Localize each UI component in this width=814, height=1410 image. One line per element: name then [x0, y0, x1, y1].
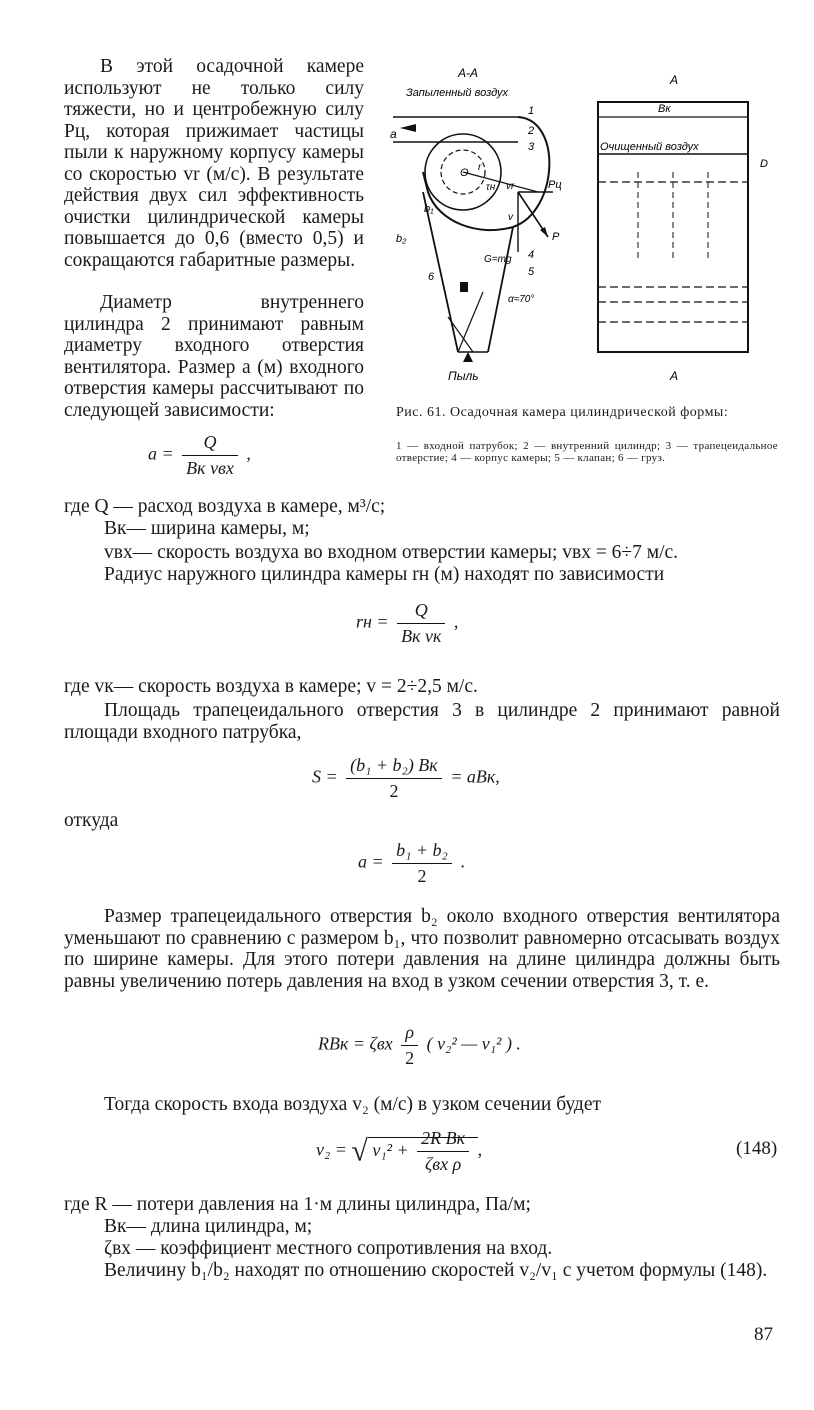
velocity-line: Тогда скорость входа воздуха v₂ (м/с) в узком сечении будет — [104, 1094, 602, 1115]
cleaned-air-label: Очищенный воздух — [600, 141, 699, 153]
svg-text:3: 3 — [528, 141, 535, 153]
where-vvx: vвх— скорость воздуха во входном отверстии камеры; vвх = 6÷7 м/с. — [104, 542, 679, 563]
where-vk: где vк— скорость воздуха в камере; v = 2÷2,5 м/с. — [64, 676, 478, 697]
whence-word: откуда — [64, 810, 119, 831]
svg-text:r: r — [478, 162, 482, 173]
final-paragraph: Величину b₁/b₂ находят по отношению скоростей v₂/v₁ с учетом формулы (148). — [104, 1260, 768, 1281]
svg-text:6: 6 — [428, 271, 435, 283]
radius-line: Радиус наружного цилиндра камеры rн (м) находят по зависимости — [104, 564, 665, 585]
svg-text:τн: τн — [486, 182, 496, 193]
formula-s: S = $\frac{\text{(b₁ + b₂) Bк}}{2}$ = aBк, — [312, 755, 500, 801]
where-r: где R — потери давления на 1·м длины цилиндра, Па/м; — [64, 1194, 531, 1215]
svg-text:α≈70°: α≈70° — [508, 294, 535, 305]
where-bk-length: Bк— длина цилиндра, м; — [104, 1216, 313, 1237]
svg-text:P: P — [552, 231, 560, 243]
svg-text:G=mg: G=mg — [484, 254, 512, 265]
area-paragraph: Площадь трапецеидального отверстия 3 в цилиндре 2 принимают равной площади входного патрубка, — [64, 700, 780, 743]
svg-text:1: 1 — [528, 105, 535, 117]
svg-text:a: a — [390, 127, 397, 141]
where-zeta: ζвх — коэффициент местного сопротивления на вход. — [104, 1238, 553, 1259]
page-number: 87 — [754, 1324, 773, 1345]
svg-text:b₁: b₁ — [424, 203, 434, 215]
figure-legend: 1 — входной патрубок; 2 — внутренний цилиндр; 3 — трапецеидальное отверстие; 4 — корпус камеры; 5 — клапан; 6 — груз. — [396, 440, 778, 464]
where-bk: Bк— ширина камеры, м; — [104, 518, 310, 539]
svg-text:А: А — [670, 369, 679, 383]
size-paragraph: Размер трапецеидального отверстия b₂ около входного отверстия вентилятора уменьшают по сравнению с размером b₁, что позволит равномерно отсасывать воздух по ширине камеры. Для этого потери давления на длине цилиндра должны быть равны увеличению потерь давления на вход в узком сечении отверстия 3, т. е. — [64, 906, 780, 992]
where-q: где Q — расход воздуха в камере, м³/с; — [64, 496, 386, 517]
diameter-paragraph: Диаметр внутреннего цилиндра 2 принимают равным диаметру входного отверстия вентилятора. Размер a (м) входного отверстия камеры рассчитывают по следующей зависимости: — [64, 292, 364, 421]
formula-rn: rн = $\frac{Q}{\text{Bк vк}}$ , — [356, 600, 459, 646]
svg-text:vr: vr — [506, 181, 515, 192]
svg-text:O: O — [460, 167, 469, 179]
svg-text:Pц: Pц — [548, 179, 562, 191]
section-label: А-А — [458, 66, 479, 80]
svg-text:Bк: Bк — [658, 103, 671, 115]
formula-a: a = $\frac{Q}{\text{Bк vвх}}$ , — [148, 432, 251, 478]
svg-text:b₂: b₂ — [396, 233, 407, 245]
intro-paragraph: В этой осадочной камере используют не только силу тяжести, но и центробежную силу Pц, которая прижимает частицы пыли к наружному корпусу камеры со скоростью vr (м/с). В результате действия двух сил эффективность очистки цилиндрической камеры повышается до 0,6 (вместо 0,5) и сокращаются габаритные размеры. — [64, 56, 364, 271]
svg-text:4: 4 — [528, 249, 535, 261]
dust-label: Пыль — [448, 369, 479, 383]
dusty-air-label: Запыленный воздух — [406, 87, 509, 99]
formula-rbk: RBк = ζвх $\frac{\rho}{2}$ ( v₂² — v₁² ) . — [318, 1022, 521, 1068]
svg-text:v: v — [508, 212, 513, 223]
equation-number: (148) — [736, 1138, 778, 1159]
figure-61-drawing — [388, 62, 788, 392]
svg-text:2: 2 — [528, 125, 535, 137]
formula-a2: a = $\frac{\text{b₁ + b₂}}{2}$ . — [358, 840, 465, 886]
svg-text:D: D — [760, 158, 768, 170]
figure-caption-title: Рис. 61. Осадочная камера цилиндрической формы: — [396, 405, 729, 420]
formula-v2: v₂ = √ v₁² + $\frac{\text{2R Bк}}{\text{ζвх ρ}}$ , — [316, 1128, 483, 1174]
svg-text:А: А — [670, 73, 679, 87]
svg-text:5: 5 — [528, 266, 535, 278]
